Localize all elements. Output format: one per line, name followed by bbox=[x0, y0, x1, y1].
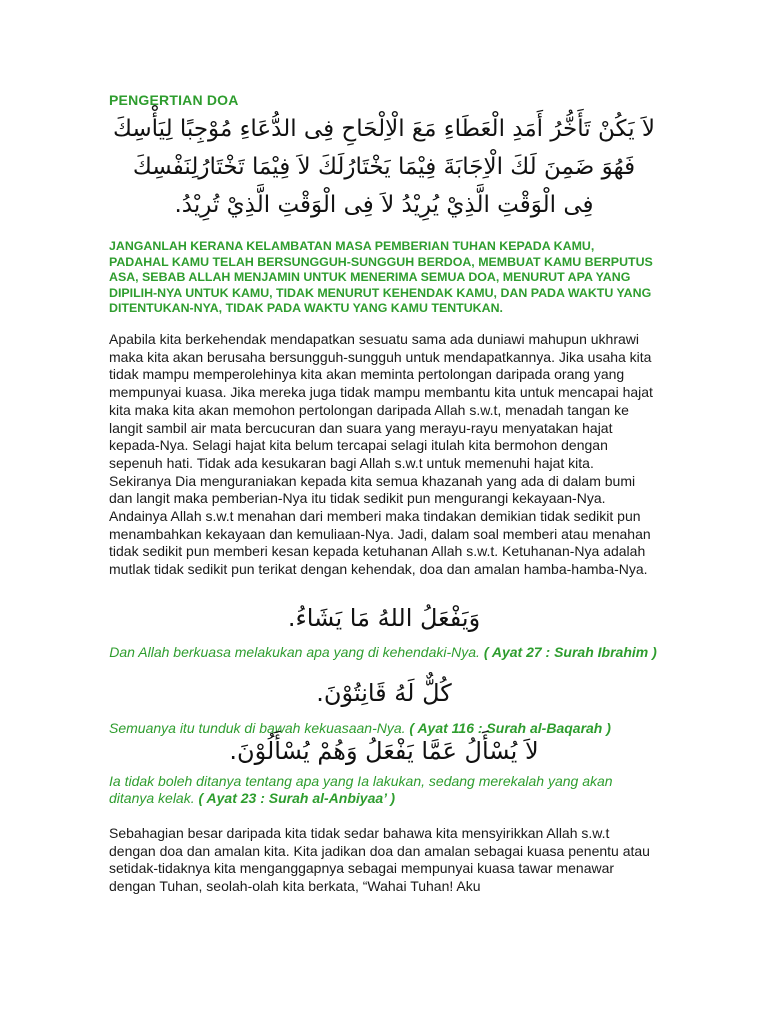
verse-translation-3 bbox=[109, 773, 657, 807]
body-paragraph-1: Apabila kita berkehendak mendapatkan sesuatu sama ada duniawi mahupun ukhrawi maka kita akan berusaha bersungguh-sungguh untuk mendapatkannya. Jika usaha kita tidak mampu memperolehinya kita akan meminta pertolongan daripada orang yang mempunyai kuasa. Jika mereka juga tidak mampu membantu kita untuk mencapai hajat kita maka kita akan memohon pertolongan daripada Allah s.w.t, menadah tangan ke langit sambil air mata bercucuran dan suara yang merayu-rayu menyatakan hajat kepada-Nya. Selagi hajat kita belum tercapai selagi itulah kita bermohon dengan sepenuh hati. Tidak ada kesukaran bagi Allah s.w.t untuk memenuhi hajat kita. Sekiranya Dia menguraniakan kepada kita semua khazanah yang ada di dalam bumi dan langit maka pemberian-Nya itu tidak sedikit pun mengurangi kekayaan-Nya. Andainya Allah s.w.t menahan dari memberi maka tindakan demikian tidak sedikit pun menambahkan kekayaan dan kemuliaan-Nya. Jadi, dalam soal memberi atau menahan tidak sedikit pun memberi kesan kepada ketuhanan Allah s.w.t. Ketuhanan-Nya adalah mutlak tidak sedikit pun terikat dengan kehendak, doa dan amalan hamba-hamba-Nya. bbox=[109, 331, 653, 578]
verse-reference: ( Ayat 116 : Surah al-Baqarah ) bbox=[409, 720, 611, 736]
verse-arabic-3: لاَ يُسْأَلُ عَمَّا يَفْعَلُ وَهُمْ يُسْأَلُوْنَ. bbox=[229, 737, 539, 765]
verse-translation-text: Ia tidak boleh ditanya tentang apa yang Ia lakukan, sedang merekalah yang akan ditanya kelak. bbox=[109, 773, 613, 806]
verse-translation-1 bbox=[109, 644, 657, 661]
main-translation: JANGANLAH KERANA KELAMBATAN MASA PEMBERIAN TUHAN KEPADA KAMU, PADAHAL KAMU TELAH BERSUNGGUH-SUNGGUH BERDOA, MEMBUAT KAMU BERPUTUS ASA, SEBAB ALLAH MENJAMIN UNTUK MENERIMA SEMUA DOA, MENURUT APA YANG DIPILIH-NYA UNTUK KAMU, TIDAK MENURUT KEHENDAK KAMU, DAN PADA WAKTU YANG DITENTUKAN-NYA, TIDAK PADA WAKTU YANG KAMU TENTUKAN. bbox=[109, 239, 653, 315]
verse-translation-2 bbox=[109, 720, 657, 737]
verse-reference: ( Ayat 27 : Surah Ibrahim ) bbox=[483, 644, 657, 660]
verse-reference: ( Ayat 23 : Surah al-Anbiyaa’ ) bbox=[198, 790, 396, 806]
arabic-line: فِى الْوَقْتِ الَّذِيْ يُرِيْدُ لاَ فِى الْوَقْتِ الَّذِيْ تُرِيْدُ. bbox=[174, 192, 594, 218]
verse-translation-text: Semuanya itu tunduk di bawah kekuasaan-Nya. bbox=[109, 720, 406, 736]
arabic-line: لاَ يَكُنْ تَأَخُّرُ أَمَدِ الْعَطَاءِ مَعَ الْاِلْحَاحِ فِى الدُّعَاءِ مُوْجِبًا لِيَأْسِكَ bbox=[112, 116, 656, 142]
body-paragraph-2: Sebahagian besar daripada kita tidak sedar bahawa kita mensyirikkan Allah s.w.t dengan doa dan amalan kita. Kita jadikan doa dan amalan sebagai kuasa penentu atau setidak-tidaknya kita menganggapnya sebagai mempunyai kuasa tawar menawar dengan Tuhan, seolah-olah kita berkata, “Wahai Tuhan! Aku bbox=[109, 825, 650, 895]
arabic-line: فَهُوَ ضَمِنَ لَكَ الْاِجَابَةَ فِيْمَا يَخْتَارُلَكَ لاَ فِيْمَا تَخْتَارُلِنَفْسِكَ bbox=[132, 154, 636, 180]
verse-arabic-1: وَيَفْعَلُ اللهُ مَا يَشَاءُ. bbox=[287, 604, 481, 632]
verse-arabic-2: كُلٌّ لَهُ قَانِتُوْنَ. bbox=[316, 679, 452, 707]
arabic-main-text bbox=[110, 110, 658, 224]
verse-translation-text: Dan Allah berkuasa melakukan apa yang di kehendaki-Nya. bbox=[109, 644, 480, 660]
page-title: PENGERTIAN DOA bbox=[109, 92, 239, 108]
